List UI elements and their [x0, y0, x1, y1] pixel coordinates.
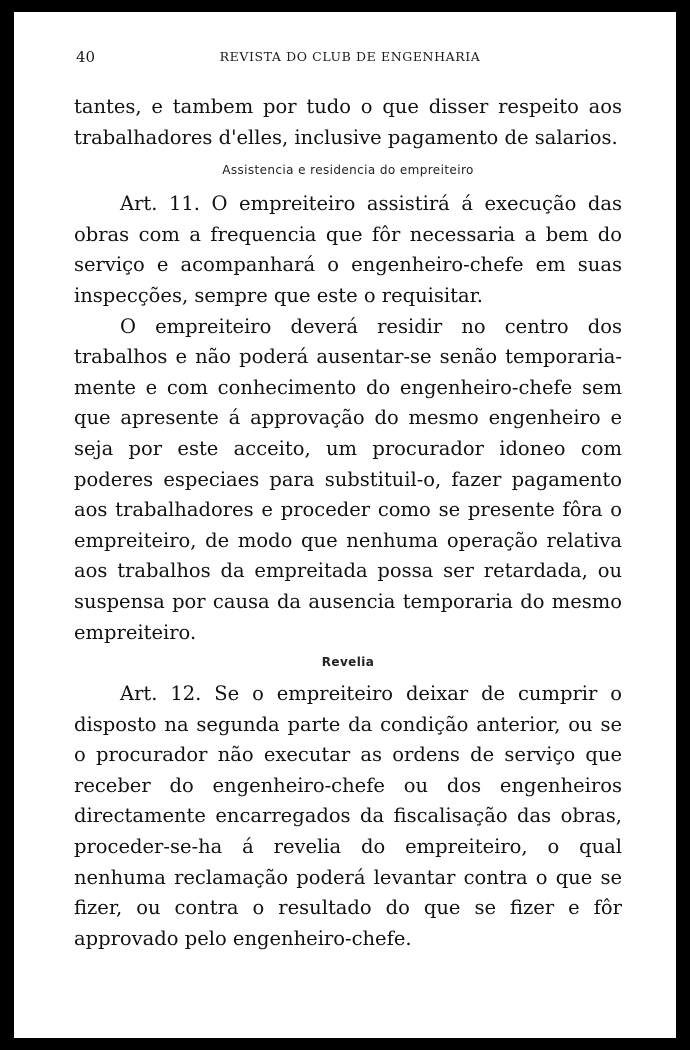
page-number: 40: [76, 48, 96, 66]
section-heading-revelia: Revelia: [321, 655, 375, 670]
page-header: [76, 48, 624, 68]
running-title: REVISTA DO CLUB DE ENGENHARIA: [219, 49, 481, 64]
text-body: [74, 92, 622, 954]
document-page: [14, 12, 676, 1038]
continued-paragraph: tantes, e tambem por tudo o que disser respeito aos trabalhadores d'elles, inclusive pagamento de salarios.: [74, 95, 622, 149]
article-11-paragraph-1: Art. 11. O empreiteiro assistirá á execução das obras com a frequencia que fôr necessaria a bem do serviço e acompanhará o engenheiro-chefe em suas inspecções, sempre que este o requisitar.: [74, 192, 622, 307]
section-heading-assistencia: Assistencia e residencia do empreiteiro: [222, 163, 474, 178]
article-11-paragraph-2: O empreiteiro deverá residir no centro dos trabalhos e não poderá ausentar-se senão temporariamente e com conhecimento do engenheiro-chefe sem que apresente á approvação do mesmo engenheiro e seja por este acceito, um procurador idoneo com poderes especiaes para substituil-o, fazer pagamento aos trabalhadores e proceder como se presente fôra o empreiteiro, de modo que nenhuma operação relativa aos trabalhos da empreitada possa ser retardada, ou suspensa por causa da ausencia temporaria do mesmo empreiteiro.: [74, 314, 622, 644]
article-12-paragraph: Art. 12. Se o empreiteiro deixar de cumprir o disposto na segunda parte da condição anterior, ou se o procurador não executar as ordens de serviço que receber do engenheiro-chefe ou dos engenheiros directamente encarregados da fiscalisação das obras, proceder-se-ha á revelia do empreiteiro, o qual nenhuma reclamação poderá levantar contra o que se fizer, ou contra o resultado do que se fizer e fôr approvado pelo engenheiro-chefe.: [74, 682, 622, 950]
